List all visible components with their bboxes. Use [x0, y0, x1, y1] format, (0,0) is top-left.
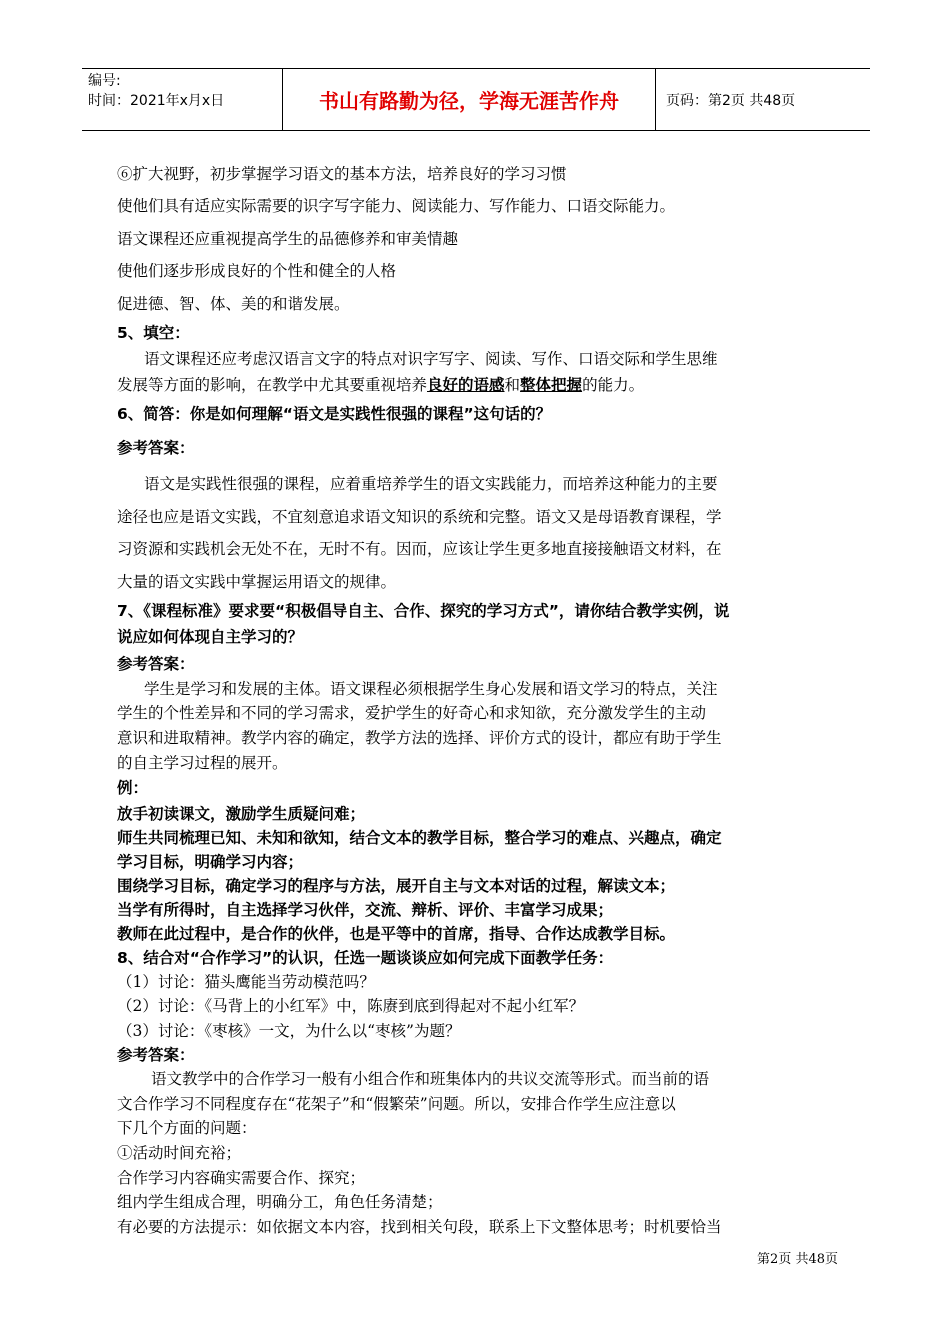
example-item: 放手初读课文，激励学生质疑问难； [117, 804, 366, 823]
answer-label: 参考答案： [117, 654, 195, 673]
question-heading: 6、简答：你是如何理解“语文是实践性很强的课程”这句话的？ [117, 405, 552, 424]
fill-answer-line [117, 372, 839, 398]
question-heading: 7、《课程标准》要求要“积极倡导自主、合作、探究的学习方式”，请你结合教学实例，说 [117, 601, 730, 620]
question-heading: 说应如何体现自主学习的？ [117, 628, 304, 647]
text-line: 促进德、智、体、美的和谐发展。 [117, 294, 350, 313]
fill-blank-answer: 良好的语感 [427, 376, 505, 395]
text-line: 的自主学习过程的展开。 [117, 753, 288, 772]
text-segment: 和 [504, 376, 521, 395]
text-line: 使他们具有适应实际需要的识字写字能力、阅读能力、写作能力、口语交际能力。 [117, 197, 676, 216]
text-line: 使他们逐步形成良好的个性和健全的人格 [117, 262, 397, 281]
fill-blank-answer: 整体把握 [520, 376, 583, 395]
text-line: 有必要的方法提示：如依据文本内容，找到相关句段，联系上下文整体思考；时机要恰当 [117, 1217, 722, 1236]
example-item: 当学有所得时，自主选择学习伙伴，交流、辩析、评价、丰富学习成果； [117, 900, 614, 919]
header-page-label: 页码：第2页 共48页 [666, 92, 796, 109]
text-line: ①活动时间充裕； [117, 1144, 242, 1163]
text-line: 合作学习内容确实需要合作、探究； [117, 1168, 366, 1187]
text-line: 语文课程还应重视提高学生的品德修养和审美情趣 [117, 229, 459, 248]
text-line: 学生的个性差异和不同的学习需求，爱护学生的好奇心和求知欲，充分激发学生的主动 [117, 704, 707, 723]
document-body [117, 158, 839, 1239]
text-line: （3）讨论：《枣核》一文，为什么以“枣核”为题？ [117, 1021, 461, 1040]
text-line: 语文是实践性很强的课程，应着重培养学生的语文实践能力，而培养这种能力的主要 [144, 475, 718, 494]
text-line: ⑥扩大视野，初步掌握学习语文的基本方法，培养良好的学习习惯 [117, 165, 567, 183]
text-line: 文合作学习不同程度存在“花架子”和“假繁荣”问题。所以，安排合作学生应注意以 [117, 1094, 676, 1113]
text-line: 学生是学习和发展的主体。语文课程必须根据学生身心发展和语文学习的特点，关注 [144, 679, 718, 698]
text-line: 下几个方面的问题： [117, 1119, 257, 1138]
text-line: 语文教学中的合作学习一般有小组合作和班集体内的共议交流等形式。而当前的语 [151, 1070, 710, 1089]
text-line: 语文课程还应考虑汉语言文字的特点对识字写字、阅读、写作、口语交际和学生思维 [144, 350, 718, 369]
question-heading: 8、结合对“合作学习”的认识，任选一题谈谈应如何完成下面教学任务： [117, 948, 614, 967]
text-line: 组内学生组成合理，明确分工，角色任务清楚； [117, 1193, 443, 1212]
example-item: 围绕学习目标，确定学习的程序与方法，展开自主与文本对话的过程，解读文本； [117, 876, 676, 895]
answer-label: 参考答案： [117, 1046, 195, 1065]
example-label: 例： [117, 779, 149, 798]
header-motto: 书山有路勤为径，学海无涯苦作舟 [283, 69, 656, 130]
text-segment: 的能力。 [582, 376, 645, 395]
text-line: 大量的语文实践中掌握运用语文的规律。 [117, 572, 397, 591]
page-header [82, 68, 870, 131]
code-label: 编号: [88, 73, 121, 89]
page-footer: 第2页 共48页 [757, 1252, 838, 1267]
example-item: 师生共同梳理已知、未知和欲知，结合文本的教学目标，整合学习的难点、兴趣点，确定 [117, 828, 722, 847]
answer-label: 参考答案： [117, 439, 195, 458]
text-line: 习资源和实践机会无处不在，无时不有。因而，应该让学生更多地直接接触语文材料，在 [117, 540, 722, 559]
example-item: 教师在此过程中，是合作的伙伴，也是平等中的首席，指导、合作达成教学目标。 [117, 924, 676, 943]
text-line: 意识和进取精神。教学内容的确定，教学方法的选择、评价方式的设计，都应有助于学生 [117, 729, 722, 748]
example-item: 学习目标，明确学习内容； [117, 852, 304, 871]
text-line: （1）讨论：猫头鹰能当劳动模范吗？ [117, 972, 375, 991]
text-segment: 发展等方面的影响，在教学中尤其要重视培养 [117, 376, 428, 395]
text-line: 途径也应是语文实践，不宜刻意追求语文知识的系统和完整。语文又是母语教育课程，学 [117, 507, 722, 526]
text-line: （2）讨论：《马背上的小红军》中，陈赓到底到得起对不起小红军？ [117, 997, 585, 1016]
date-label: 时间：2021年x月x日 [88, 93, 225, 109]
header-meta [82, 69, 283, 130]
question-heading: 5、填空： [117, 324, 190, 343]
